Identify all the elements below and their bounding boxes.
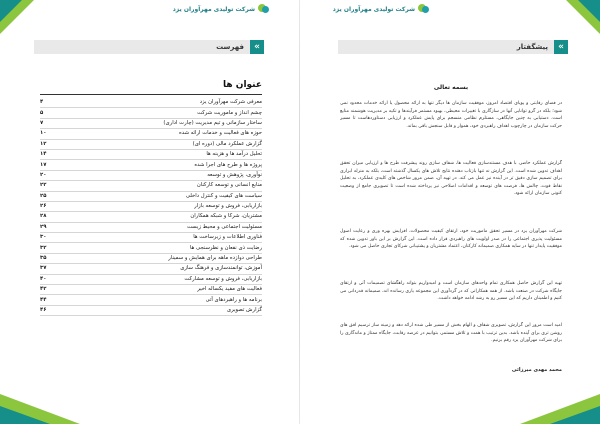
toc-row[interactable] [40,223,262,233]
toc-row-label: بازاریابی، فروش و توسعه بازار [194,203,262,210]
toc-row-label: مسئولیت اجتماعی و محیط زیست [186,223,262,230]
toc-row-label: آموزش، توانمندسازی و فرهنگ سازی [180,265,262,272]
preface-paragraph-2: گزارش عملکرد حاضر، با هدف مستندسازی فعالیت ها، شفاف سازی روند پیشرفت طرح ها و ارزیابی میزان تحقق اهداف تدوین شده است. این گزارش نه تنها بازتاب دهنده نتایج تلاش های یکسال گذشته است، بلکه به منزله ابزاری برای تصمیم سازی دقیق تر در آینده نیز عمل می کند. در تهیه آن، ضمن مرور شاخص های کلیدی عملکرد، به تحلیل نقاط قوت، چالش ها، فرصت های توسعه و اقدامات اصلاحی نیز پرداخته شده است تا تصویری جامع از وضعیت کنونی سازمان ارائه شود. [340,161,562,196]
logo-text: شرکت تولیدی مهرآوران یزد [172,5,255,13]
toc-row-label: تحلیل درآمد ها و هزینه ها [206,151,262,158]
toc-row[interactable] [40,181,262,191]
toc-row-label: سیاست های کیفیت و کنترل داخلی [185,192,262,199]
brand-logo [333,3,430,15]
toc-row[interactable] [40,140,262,150]
toc-row-page: ۴۶ [40,307,47,313]
toc-row-label: حوزه های فعالیت و خدمات ارائه شده [179,130,262,137]
toc-header-bar [34,40,264,54]
toc-row-page: ۳۲ [40,244,47,251]
toc-row-page: ۲۲ [40,182,47,189]
toc-row-label: معرفی شرکت مهرآوران یزد [199,99,262,106]
toc-row[interactable] [40,295,262,305]
toc-row[interactable] [40,171,262,181]
toc-row-page: ۷ [40,119,44,126]
toc-row-page: ۱۲ [40,140,47,147]
double-chevron-icon: » [554,40,568,54]
toc-row-label: برنامه ها و راهبردهای آتی [205,296,262,303]
toc-row[interactable] [40,150,262,160]
toc-row[interactable] [40,192,262,202]
toc-row[interactable] [40,254,262,264]
toc-row[interactable] [40,202,262,212]
toc-row-label: گزارش عملکرد مالی (دوره ای) [192,140,262,147]
toc-row-page: ۴۰ [40,275,47,282]
brand-logo [173,3,270,15]
toc-row-label: پروژه ها و طرح های اجرا شده [194,161,262,168]
toc-row[interactable] [40,212,262,222]
toc-row[interactable] [40,264,262,274]
preface-paragraph-3: شرکت مهرآوران یزد در مسیر تحقق ماموریت خود، ارتقای کیفیت محصولات، افزایش بهره وری و رعایت اصول مسئولیت پذیری اجتماعی را در صدر اولویت های راهبردی قرار داده است. این گزارش بر این باور تدوین شده که موفقیت پایدار تنها در سایه همکاری صمیمانه کارکنان، اعتماد مشتریان و پشتیبانی شرکای تجاری حاصل می شود. [340,229,562,249]
toc-row-page: ۲۰ [40,171,47,178]
toc-row-page: ۴ [40,99,44,106]
toc-row-page: ۱۴ [40,151,47,158]
toc-row-page: ۲۶ [40,203,47,210]
preface-paragraph-4: تهیه این گزارش حاصل همکاری تمام واحدهای سازمان است و امیدواریم بتواند راهگشای تصمیمات آتی و ارتقای جایگاه شرکت در صنعت باشد. از همه همکارانی که در گردآوری این مجموعه یاری رسانده اند، صمیمانه قدردانی می کنیم و اطمینان داریم که این مسیر رو به رشد ادامه خواهد داشت. [340,281,562,301]
toc-row[interactable] [40,275,262,285]
preface-header-bar [338,40,568,54]
corner-decoration-top-right-teal [578,0,600,22]
toc-row-page: ۲۹ [40,223,47,230]
toc-row-page: ۲۵ [40,192,47,199]
preface-paragraph-5: امید است مرور این گزارش، تصویری شفاف و الهام بخش از مسیر طی شده ارائه دهد و زمینه ساز ترسیم افق های روشن تری برای آینده باشد. بدین ترتیب با همت و تلاش مستمر، بتوانیم در عرصه رقابت، جایگاه ممتاز و ماندگاری را برای شرکت مهرآوران یزد رقم بزنیم. [340,323,562,343]
toc-row-page: ۳۷ [40,265,47,272]
toc-row-label: مشتریان، شرکا و شبکه همکاران [190,213,262,220]
toc-row-page: ۳۰ [40,234,47,241]
toc-row[interactable] [40,98,262,108]
toc-row[interactable] [40,119,262,129]
toc-row-page: ۴۴ [40,296,47,303]
toc-row-label: رضایت ذی نفعان و نظرسنجی ها [189,244,262,251]
toc-list [40,98,262,316]
preface-paragraph-1: در فضای رقابتی و پویای اقتصاد امروز، موفقیت سازمان ها دیگر تنها به ارائه محصول یا ارائه خدمات محدود نمی شود؛ بلکه در گرو توانایی آنها در سازگاری با تغییرات محیطی، بهبود مستمر فرآیندها و تکیه بر مدیریت هوشمند منابع است. دستیابی به چنین جایگاهی، مستلزم نظامی منسجم برای پایش عملکرد و ارزیابی دستاوردهاست تا مسیر حرکت سازمان در چارچوب اهداف راهبردی خود، هموار و قابل سنجش باقی بماند. [340,101,562,129]
toc-row[interactable] [40,243,262,253]
toc-row[interactable] [40,108,262,118]
logo-icon [258,3,270,15]
toc-row[interactable] [40,129,262,139]
signature-name: محمد مهدی میرزائی [511,367,562,373]
toc-row-label: گزارش تصویری [227,307,262,313]
toc-row[interactable] [40,160,262,170]
toc-row-label: ساختار سازمانی و تیم مدیریت (چارت اداری) [163,119,262,126]
preface-header-title: پیشگفتار [516,43,548,51]
toc-divider [40,94,262,95]
toc-heading: عنوان ها [223,80,262,90]
double-chevron-icon: » [250,40,264,54]
toc-row-page: ۲۸ [40,213,47,220]
logo-icon [418,3,430,15]
toc-row[interactable] [40,285,262,295]
toc-row-label: فعالیت های مفید یکساله اخیر [197,286,262,293]
logo-text: شرکت تولیدی مهرآوران یزد [332,5,415,13]
corner-decoration-top-left-teal [0,0,22,22]
basmala: بسمه تعالی [433,84,469,91]
toc-header-title: فهرست [216,43,244,51]
toc-row-label: نوآوری، پژوهش و توسعه [207,171,262,178]
corner-decoration-bottom-right-teal [550,406,600,424]
corner-decoration-bottom-left-teal [0,406,50,424]
toc-row-label: چشم انداز و ماموریت شرکت [197,109,262,116]
toc-row-page: ۱۰ [40,130,47,137]
toc-row-page: ۴۲ [40,286,47,293]
toc-row-page: ۳۵ [40,255,47,262]
toc-row[interactable] [40,233,262,243]
toc-row[interactable] [40,306,262,316]
toc-row-page: ۵ [40,109,44,116]
toc-row-label: طراحی دوازده ماهه برای همایش و سمینار [168,255,262,262]
toc-row-label: فناوری اطلاعات و زیرساخت ها [193,234,262,241]
toc-row-label: منابع انسانی و توسعه کارکنان [196,182,262,189]
toc-row-label: بازاریابی، فروش و توسعه مشارکت [184,275,262,282]
toc-row-page: ۱۷ [40,161,47,168]
